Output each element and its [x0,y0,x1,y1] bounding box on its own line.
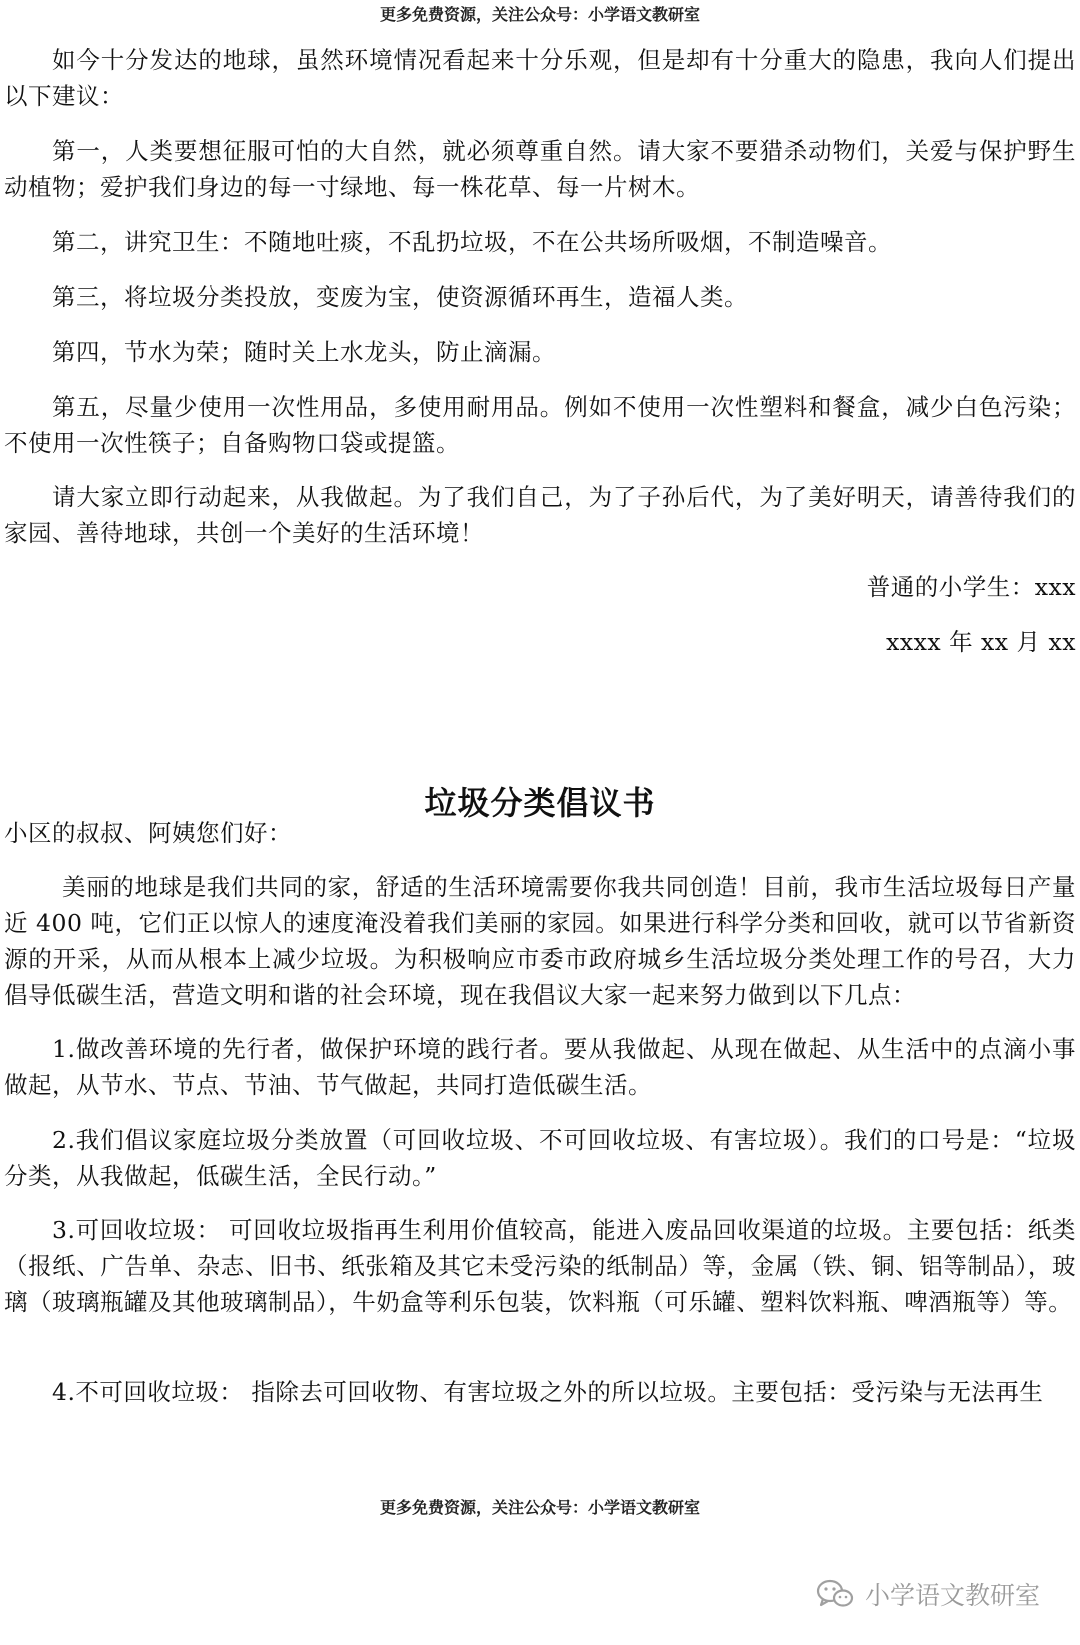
letter1-point-1: 第一，人类要想征服可怕的大自然，就必须尊重自然。请大家不要猎杀动物们，关爱与保护野生动植物；爱护我们身边的每一寸绿地、每一株花草、每一片树木。 [4,137,1076,201]
page-header: 更多免费资源，关注公众号：小学语文教研室 [379,5,700,24]
letter1-intro: 如今十分发达的地球，虽然环境情况看起来十分乐观，但是却有十分重大的隐患，我向人们提出以下建议： [4,46,1076,110]
letter1-closing: 请大家立即行动起来，从我做起。为了我们自己，为了子孙后代，为了美好明天，请善待我们的家园、善待地球，共创一个美好的生活环境！ [4,483,1076,547]
letter1-point-5: 第五，尽量少使用一次性用品，多使用耐用品。例如不使用一次性塑料和餐盒，减少白色污染；不使用一次性筷子；自备购物口袋或提篮。 [4,393,1076,457]
watermark-label: 小学语文教研室 [864,1581,1040,1610]
watermark [815,1576,1040,1612]
letter1-signature: 普通的小学生：xxx [866,573,1076,601]
letter2-point-2: 2.我们倡议家庭垃圾分类放置（可回收垃圾、不可回收垃圾、有害垃圾）。我们的口号是：“垃圾分类，从我做起，低碳生活，全民行动。” [4,1126,1076,1190]
page-footer: 更多免费资源，关注公众号：小学语文教研室 [379,1498,700,1517]
letter1-point-4: 第四，节水为荣；随时关上水龙头，防止滴漏。 [52,338,556,366]
letter2-intro: 美丽的地球是我们共同的家，舒适的生活环境需要你我共同创造！目前，我市生活垃圾每日产量近 400 吨，它们正以惊人的速度淹没着我们美丽的家园。如果进行科学分类和回收，就可以节省新资源的开采，从而从根本上减少垃圾。为积极响应市委市政府城乡生活垃圾分类处理工作的号召，大力倡导低碳生活，营造文明和谐的社会环境，现在我倡议大家一起来努力做到以下几点： [4,873,1076,1009]
letter2-greeting: 小区的叔叔、阿姨您们好： [4,819,292,847]
wechat-icon [815,1578,855,1610]
letter2-point-1: 1.做改善环境的先行者，做保护环境的践行者。要从我做起、从现在做起、从生活中的点滴小事做起，从节水、节点、节油、节气做起，共同打造低碳生活。 [4,1035,1076,1099]
page-title: 垃圾分类倡议书 [424,784,656,822]
letter2-point-4: 4.不可回收垃圾： 指除去可回收物、有害垃圾之外的所以垃圾。主要包括：受污染与无法再生 [52,1378,1044,1406]
letter2-point-3: 3.可回收垃圾： 可回收垃圾指再生利用价值较高，能进入废品回收渠道的垃圾。主要包括：纸类（报纸、广告单、杂志、旧书、纸张箱及其它未受污染的纸制品）等，金属（铁、铜、铝等制品），玻璃（玻璃瓶罐及其他玻璃制品），牛奶盒等利乐包装，饮料瓶（可乐罐、塑料饮料瓶、啤酒瓶等）等。 [4,1216,1076,1316]
letter1-point-2: 第二，讲究卫生：不随地吐痰，不乱扔垃圾，不在公共场所吸烟，不制造噪音。 [52,228,892,256]
letter1-point-3: 第三，将垃圾分类投放，变废为宝，使资源循环再生，造福人类。 [52,283,748,311]
letter1-date: xxxx 年 xx 月 xx [886,628,1076,656]
